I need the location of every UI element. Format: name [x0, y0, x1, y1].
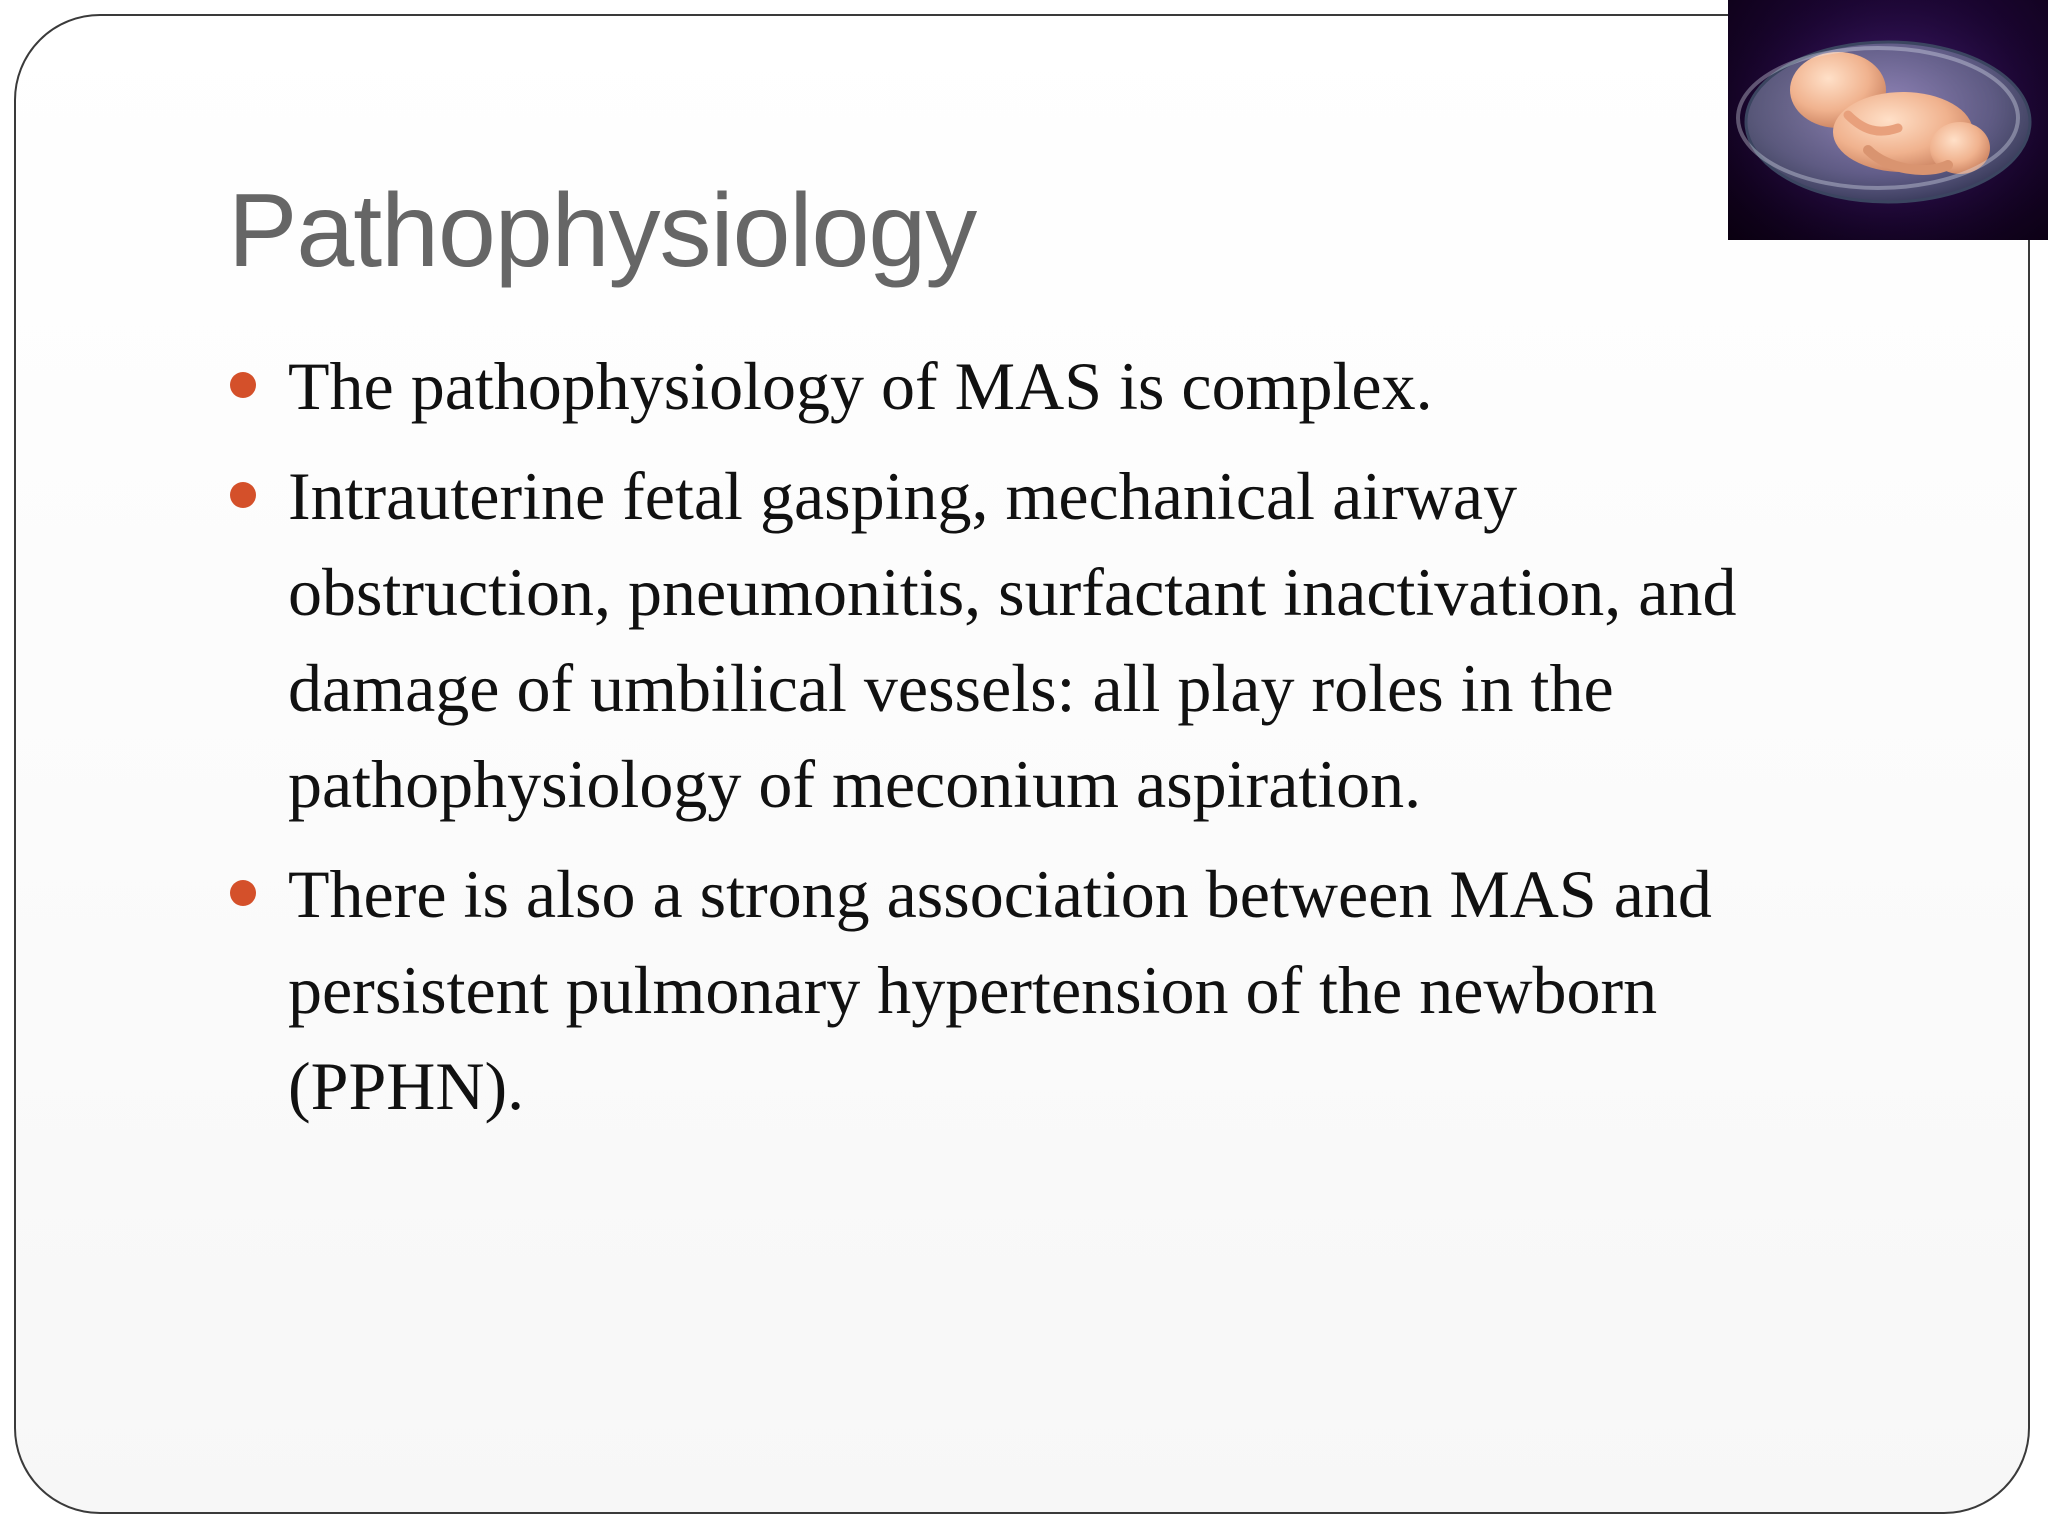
list-item	[228, 338, 1848, 434]
bullet-text: Intrauterine fetal gasping, mechanical airway obstruction, pneumonitis, surfactant inactivation, and damage of umbilical vessels: all play roles in the pathophysiology of meconium aspiration.	[288, 458, 1737, 822]
bullet-list	[228, 338, 1848, 1148]
list-item	[228, 846, 1848, 1134]
bullet-dot-icon	[230, 880, 256, 906]
bullet-text: There is also a strong association between MAS and persistent pulmonary hypertension of the newborn (PPHN).	[288, 856, 1712, 1124]
slide-title: Pathophysiology	[228, 173, 977, 289]
fetus-thumbnail-image	[1728, 0, 2048, 240]
fetus-in-amniotic-sac-icon	[1728, 0, 2048, 240]
bullet-text: The pathophysiology of MAS is complex.	[288, 348, 1433, 424]
bullet-dot-icon	[230, 482, 256, 508]
bullet-dot-icon	[230, 372, 256, 398]
list-item	[228, 448, 1848, 832]
